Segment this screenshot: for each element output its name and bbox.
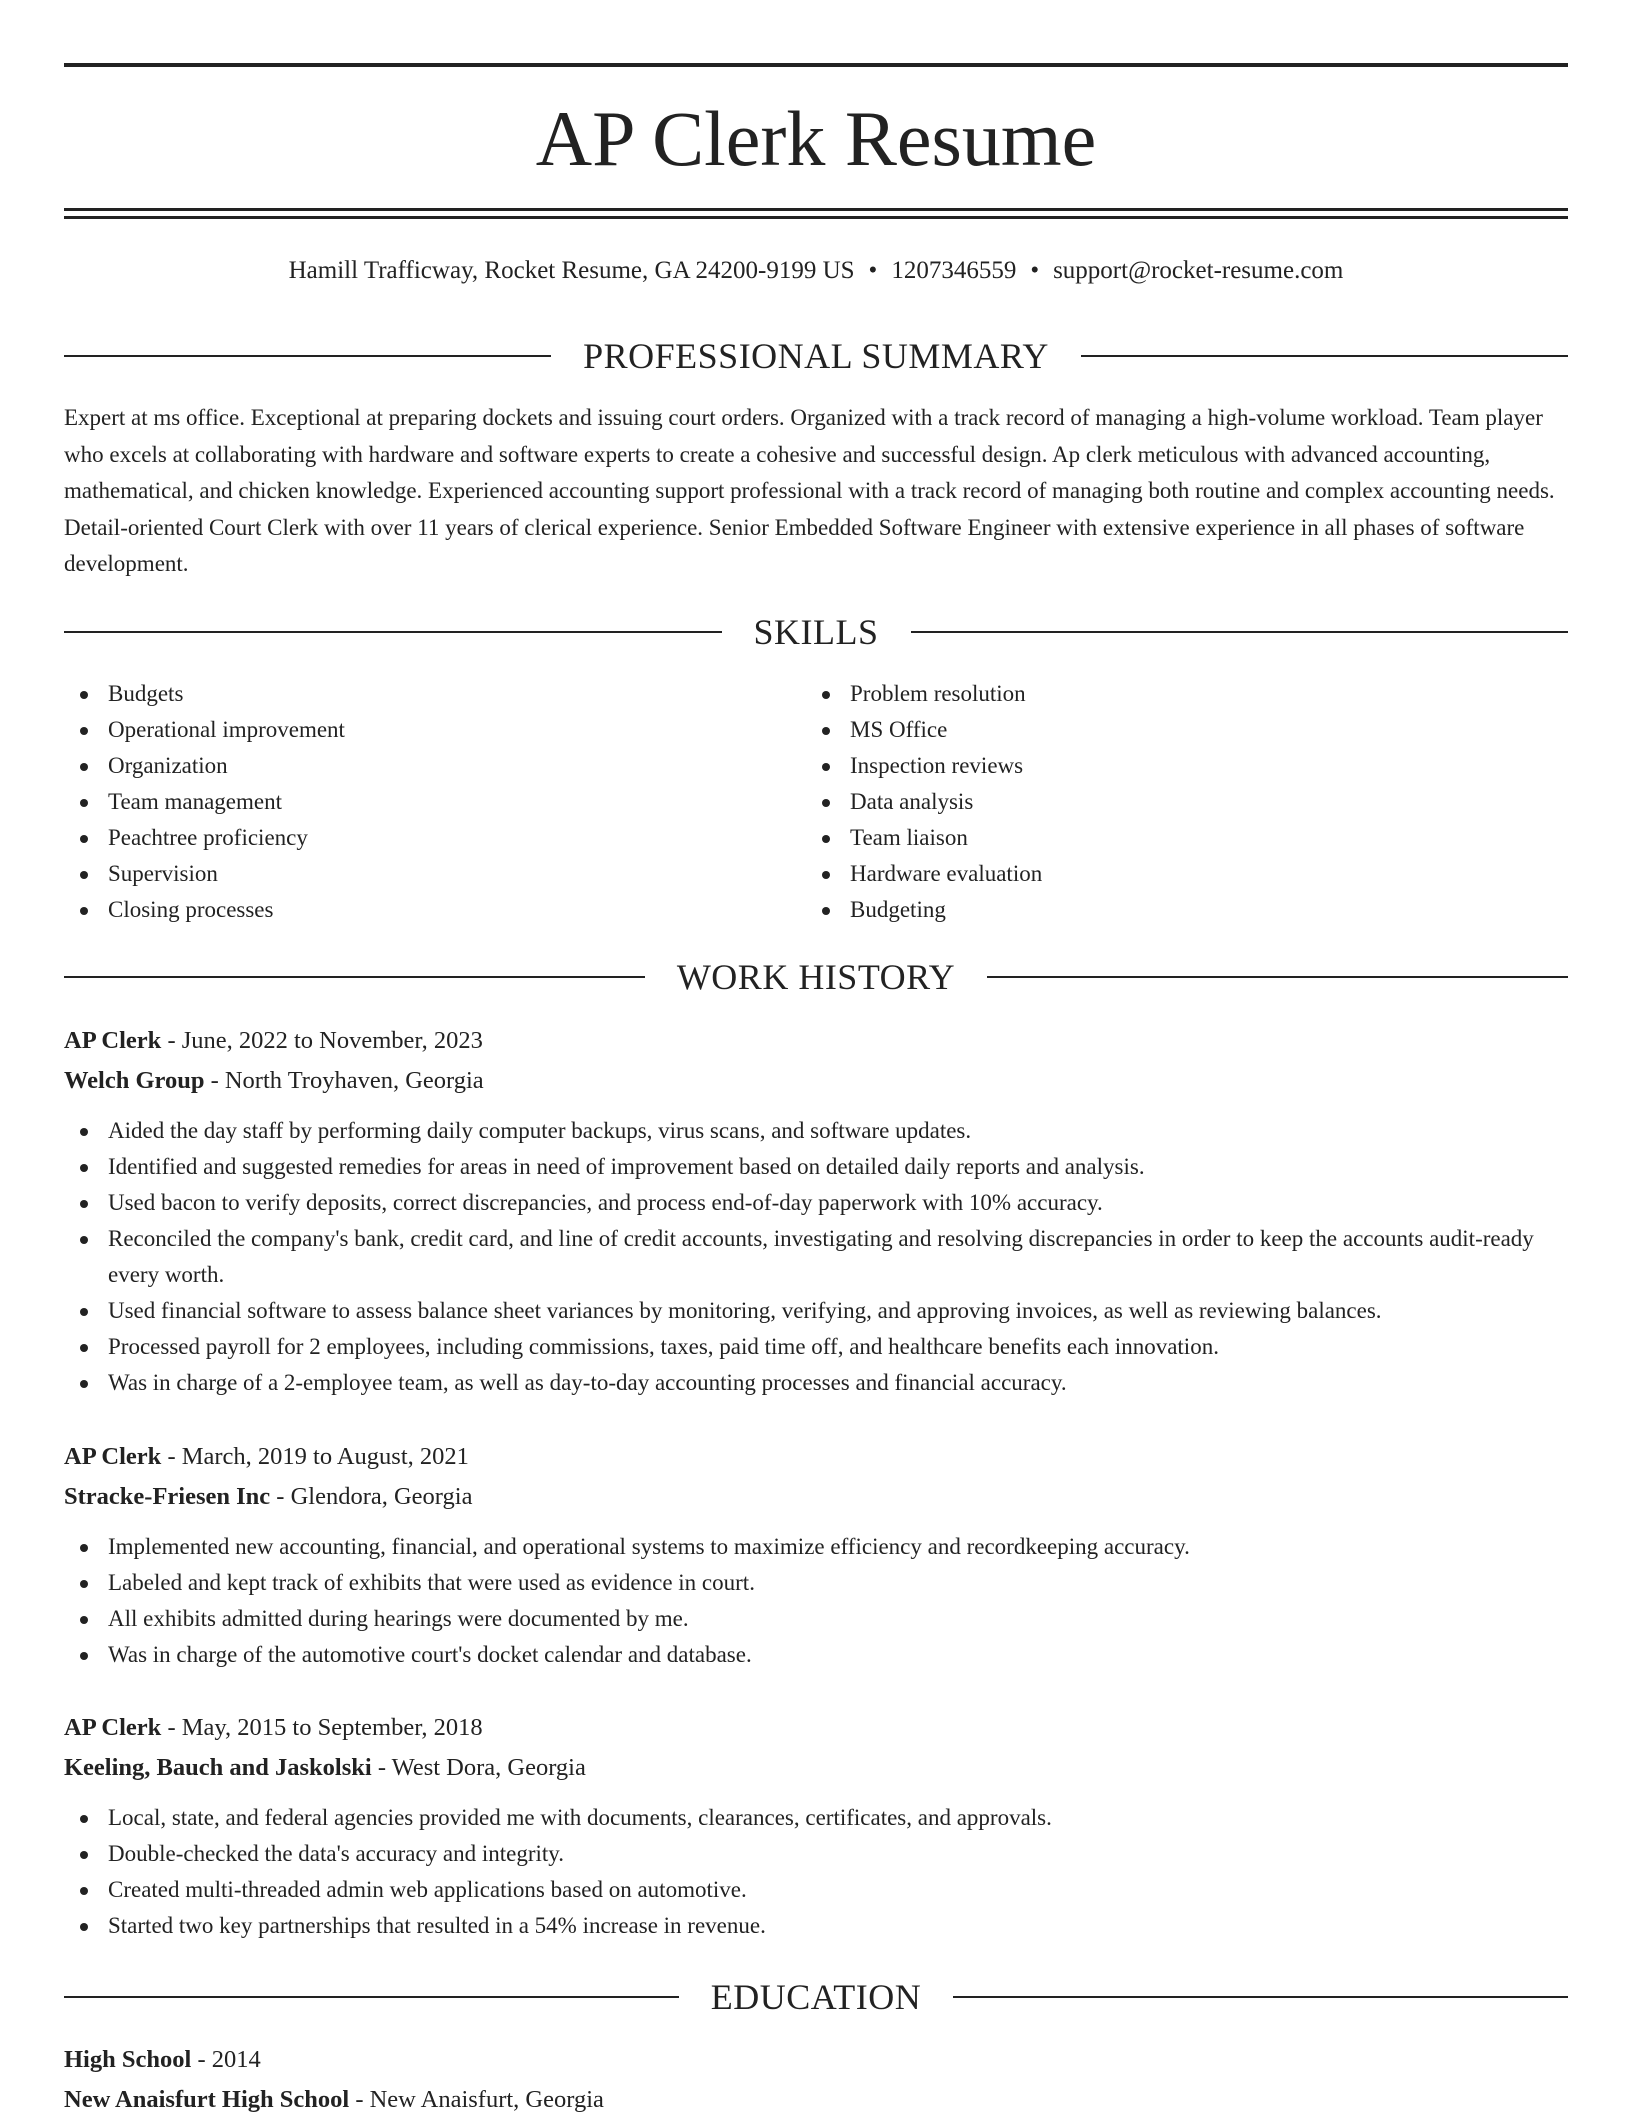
education-school: New Anaisfurt High School bbox=[64, 2086, 350, 2113]
skill-item: Organization bbox=[64, 748, 804, 784]
contact-email: support@rocket-resume.com bbox=[1053, 257, 1344, 284]
job-bullets bbox=[64, 1529, 1568, 1673]
section-rule bbox=[64, 355, 551, 357]
job-bullet: Created multi-threaded admin web applications based on automotive. bbox=[64, 1872, 1568, 1908]
job-dates: - March, 2019 to August, 2021 bbox=[161, 1443, 469, 1470]
job-title-line bbox=[64, 1021, 1568, 1061]
job-bullet: Double-checked the data's accuracy and integrity. bbox=[64, 1836, 1568, 1872]
job-dates: - June, 2022 to November, 2023 bbox=[161, 1027, 483, 1054]
top-rule bbox=[64, 63, 1568, 67]
education-degree: High School bbox=[64, 2046, 192, 2073]
section-title: PROFESSIONAL SUMMARY bbox=[583, 336, 1049, 376]
contact-separator: • bbox=[868, 257, 878, 284]
skill-item: Team management bbox=[64, 784, 804, 820]
section-rule bbox=[64, 976, 645, 978]
section-title: WORK HISTORY bbox=[676, 957, 956, 997]
job-bullets bbox=[64, 1800, 1568, 1944]
education-year: - 2014 bbox=[191, 2046, 261, 2073]
section-rule bbox=[64, 631, 722, 633]
section-header-skills bbox=[64, 610, 1568, 654]
job-entry bbox=[64, 1021, 1568, 1401]
job-entry bbox=[64, 1708, 1568, 1944]
job-title: AP Clerk bbox=[64, 1714, 162, 1741]
skills-list-left bbox=[64, 676, 804, 928]
section-rule bbox=[911, 631, 1569, 633]
job-bullet: Labeled and kept track of exhibits that were used as evidence in court. bbox=[64, 1565, 1568, 1601]
section-header-education bbox=[64, 1975, 1568, 2019]
job-bullets bbox=[64, 1113, 1568, 1401]
job-title: AP Clerk bbox=[64, 1027, 162, 1054]
section-title: EDUCATION bbox=[710, 1977, 922, 2017]
job-bullet: Started two key partnerships that resulted in a 54% increase in revenue. bbox=[64, 1908, 1568, 1944]
job-bullet: Was in charge of a 2-employee team, as well as day-to-day accounting processes and financial accuracy. bbox=[64, 1365, 1568, 1401]
job-location: - North Troyhaven, Georgia bbox=[204, 1067, 484, 1094]
skills-list-right bbox=[806, 676, 1546, 928]
education-entry bbox=[64, 2040, 1568, 2120]
job-bullet: Identified and suggested remedies for areas in need of improvement based on detailed daily reports and analysis. bbox=[64, 1149, 1568, 1185]
summary-text: Expert at ms office. Exceptional at preparing dockets and issuing court orders. Organized with a track record of managing a high-volume workload. Team player who excels at collaborating with hardware and software experts to create a cohesive and successful design. Ap clerk meticulous with advanced accounting, mathematical, and chicken knowledge. Experienced accounting support professional with a track record of managing both routine and complex accounting needs. Detail-oriented Court Clerk with over 11 years of clerical experience. Senior Embedded Software Engineer with extensive experience in all phases of software development. bbox=[64, 405, 1555, 576]
job-company-line bbox=[64, 1061, 1568, 1101]
section-rule bbox=[953, 1996, 1568, 1998]
job-bullet: All exhibits admitted during hearings were documented by me. bbox=[64, 1601, 1568, 1637]
skill-item: Problem resolution bbox=[806, 676, 1546, 712]
job-title-line bbox=[64, 1437, 1568, 1477]
job-entry bbox=[64, 1437, 1568, 1673]
job-bullet: Reconciled the company's bank, credit card, and line of credit accounts, investigating and resolving discrepancies in order to keep the accounts audit-ready every worth. bbox=[64, 1221, 1568, 1293]
job-title-line bbox=[64, 1708, 1568, 1748]
contact-separator: • bbox=[1030, 257, 1040, 284]
job-company: Stracke-Friesen Inc bbox=[64, 1483, 271, 1510]
skill-item: Budgets bbox=[64, 676, 804, 712]
section-title: SKILLS bbox=[753, 612, 879, 652]
title-rule-lower bbox=[64, 216, 1568, 219]
skill-item: Supervision bbox=[64, 856, 804, 892]
job-dates: - May, 2015 to September, 2018 bbox=[161, 1714, 483, 1741]
job-company: Keeling, Bauch and Jaskolski bbox=[64, 1754, 372, 1781]
section-rule bbox=[64, 1996, 679, 1998]
job-bullet: Aided the day staff by performing daily computer backups, virus scans, and software updates. bbox=[64, 1113, 1568, 1149]
section-rule bbox=[987, 976, 1568, 978]
skill-item: MS Office bbox=[806, 712, 1546, 748]
title-rule-upper bbox=[64, 208, 1568, 211]
skill-item: Hardware evaluation bbox=[806, 856, 1546, 892]
contact-phone: 1207346559 bbox=[891, 257, 1017, 284]
job-bullet: Implemented new accounting, financial, and operational systems to maximize efficiency and recordkeeping accuracy. bbox=[64, 1529, 1568, 1565]
education-degree-line bbox=[64, 2040, 1568, 2080]
skill-item: Closing processes bbox=[64, 892, 804, 928]
section-header-work bbox=[64, 955, 1568, 999]
job-location: - Glendora, Georgia bbox=[270, 1483, 473, 1510]
resume-title: AP Clerk Resume bbox=[535, 95, 1097, 182]
skill-item: Data analysis bbox=[806, 784, 1546, 820]
job-bullet: Processed payroll for 2 employees, including commissions, taxes, paid time off, and healthcare benefits each innovation. bbox=[64, 1329, 1568, 1365]
job-company-line bbox=[64, 1748, 1568, 1788]
skill-item: Peachtree proficiency bbox=[64, 820, 804, 856]
section-rule bbox=[1081, 355, 1568, 357]
job-company-line bbox=[64, 1477, 1568, 1517]
skill-item: Operational improvement bbox=[64, 712, 804, 748]
job-bullet: Local, state, and federal agencies provided me with documents, clearances, certificates, and approvals. bbox=[64, 1800, 1568, 1836]
job-location: - West Dora, Georgia bbox=[371, 1754, 586, 1781]
skill-item: Budgeting bbox=[806, 892, 1546, 928]
job-bullet: Was in charge of the automotive court's docket calendar and database. bbox=[64, 1637, 1568, 1673]
section-header-summary bbox=[64, 334, 1568, 378]
job-title: AP Clerk bbox=[64, 1443, 162, 1470]
skill-item: Inspection reviews bbox=[806, 748, 1546, 784]
contact-line bbox=[64, 254, 1568, 288]
contact-address: Hamill Trafficway, Rocket Resume, GA 24200-9199 US bbox=[288, 257, 855, 284]
job-company: Welch Group bbox=[64, 1067, 205, 1094]
job-bullet: Used financial software to assess balance sheet variances by monitoring, verifying, and approving invoices, as well as reviewing balances. bbox=[64, 1293, 1568, 1329]
skill-item: Team liaison bbox=[806, 820, 1546, 856]
education-location: - New Anaisfurt, Georgia bbox=[349, 2086, 604, 2113]
education-school-line bbox=[64, 2080, 1568, 2120]
job-bullet: Used bacon to verify deposits, correct discrepancies, and process end-of-day paperwork with 10% accuracy. bbox=[64, 1185, 1568, 1221]
